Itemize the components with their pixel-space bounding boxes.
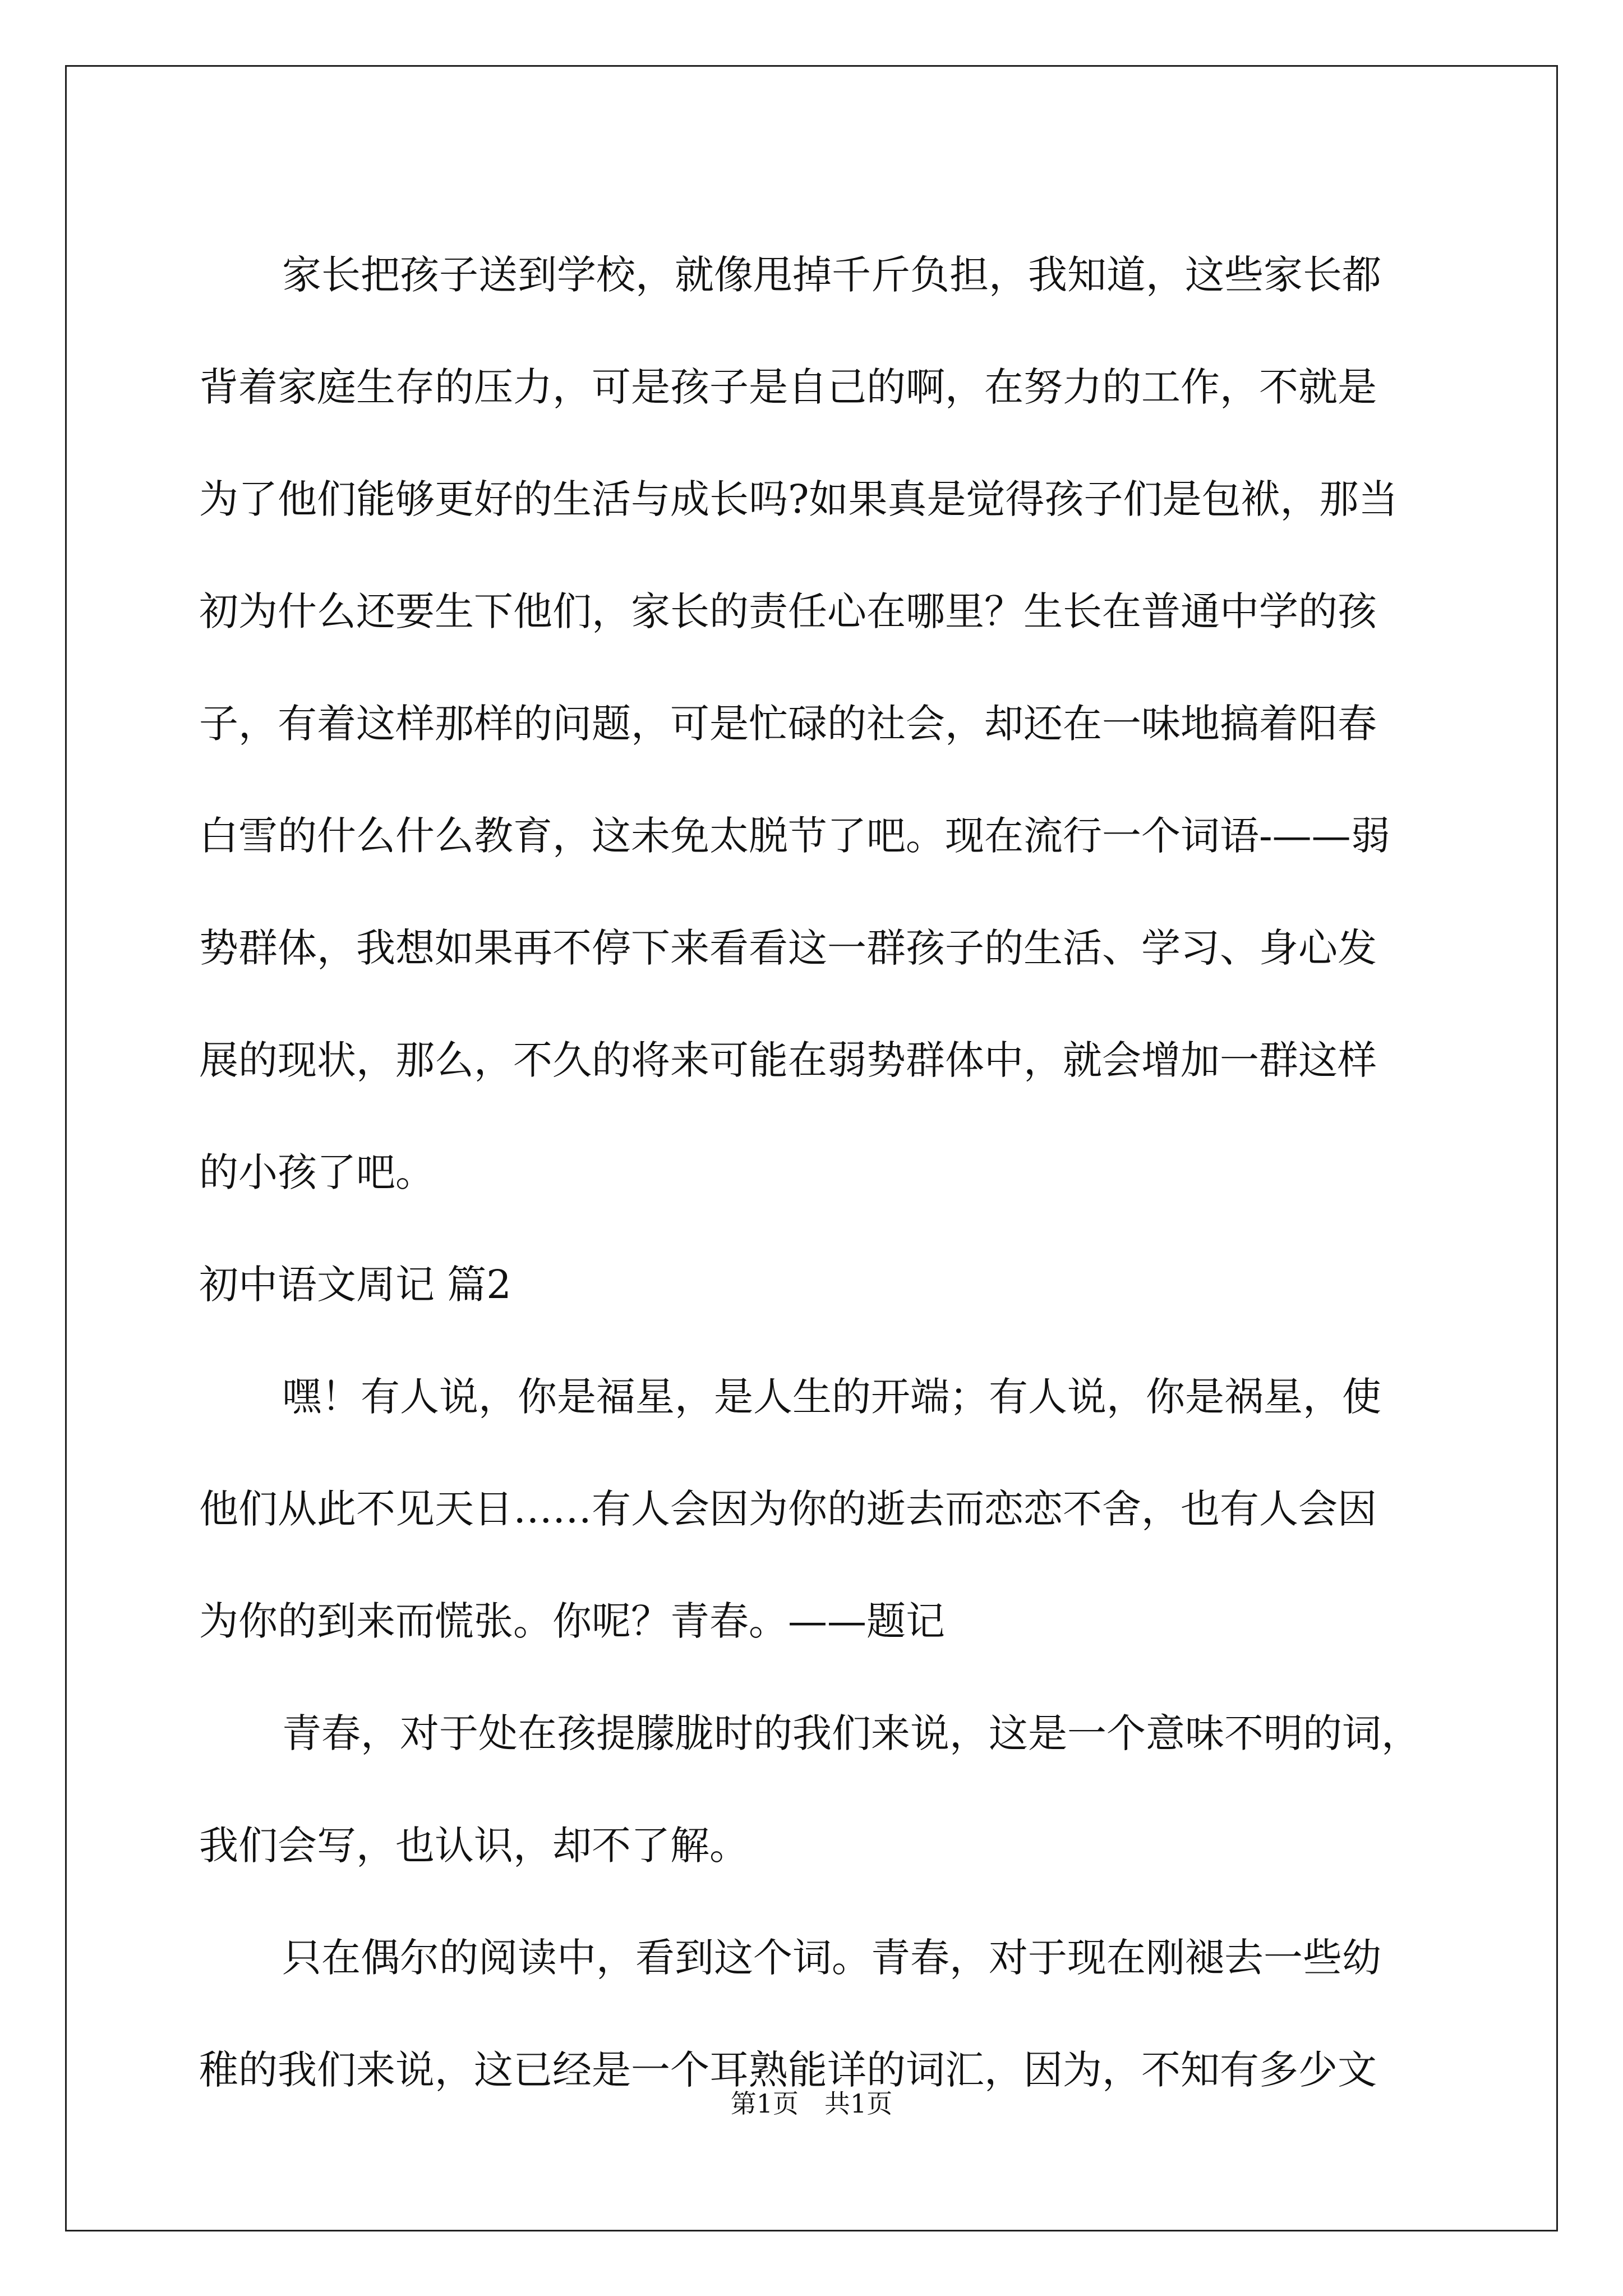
paragraph-line: 嘿！有人说，你是福星，是人生的开端；有人说，你是祸星，使: [282, 1374, 1381, 1420]
paragraph-line: 子，有着这样那样的问题，可是忙碌的社会，却还在一味地搞着阳春: [199, 701, 1377, 747]
page-footer: 第1页 共1页: [730, 2088, 893, 2119]
paragraph-line: 为了他们能够更好的生活与成长吗?如果真是觉得孩子们是包袱，那当: [199, 476, 1398, 522]
paragraph-line: 白雪的什么什么教育，这未免太脱节了吧。现在流行一个词语-——弱: [199, 813, 1390, 859]
paragraph-line: 稚的我们来说，这已经是一个耳熟能详的词汇，因为，不知有多少文: [199, 2047, 1377, 2093]
paragraph-line: 初为什么还要生下他们，家长的责任心在哪里？生长在普通中学的孩: [199, 588, 1377, 634]
paragraph-line: 展的现状，那么，不久的将来可能在弱势群体中，就会增加一群这样: [199, 1037, 1377, 1083]
paragraph-line: 家长把孩子送到学校，就像甩掉千斤负担，我知道，这些家长都: [282, 252, 1381, 298]
section-heading: 初中语文周记 篇2: [199, 1262, 511, 1308]
document-body: [199, 219, 1438, 2126]
paragraph-line: 背着家庭生存的压力，可是孩子是自己的啊，在努力的工作，不就是: [199, 364, 1377, 410]
paragraph-line: 只在偶尔的阅读中，看到这个词。青春，对于现在刚褪去一些幼: [282, 1935, 1381, 1981]
paragraph-line: 为你的到来而慌张。你呢？青春。——题记: [199, 1598, 945, 1644]
paragraph-line: 他们从此不见天日……有人会因为你的逝去而恋恋不舍，也有人会因: [199, 1486, 1377, 1532]
paragraph-line: 我们会写，也认识，却不了解。: [199, 1823, 749, 1869]
paragraph-line: 青春，对于处在孩提朦胧时的我们来说，这是一个意味不明的词，: [282, 1710, 1421, 1756]
paragraph-line: 的小孩了吧。: [199, 1149, 435, 1195]
paragraph-line: 势群体，我想如果再不停下来看看这一群孩子的生活、学习、身心发: [199, 925, 1377, 971]
